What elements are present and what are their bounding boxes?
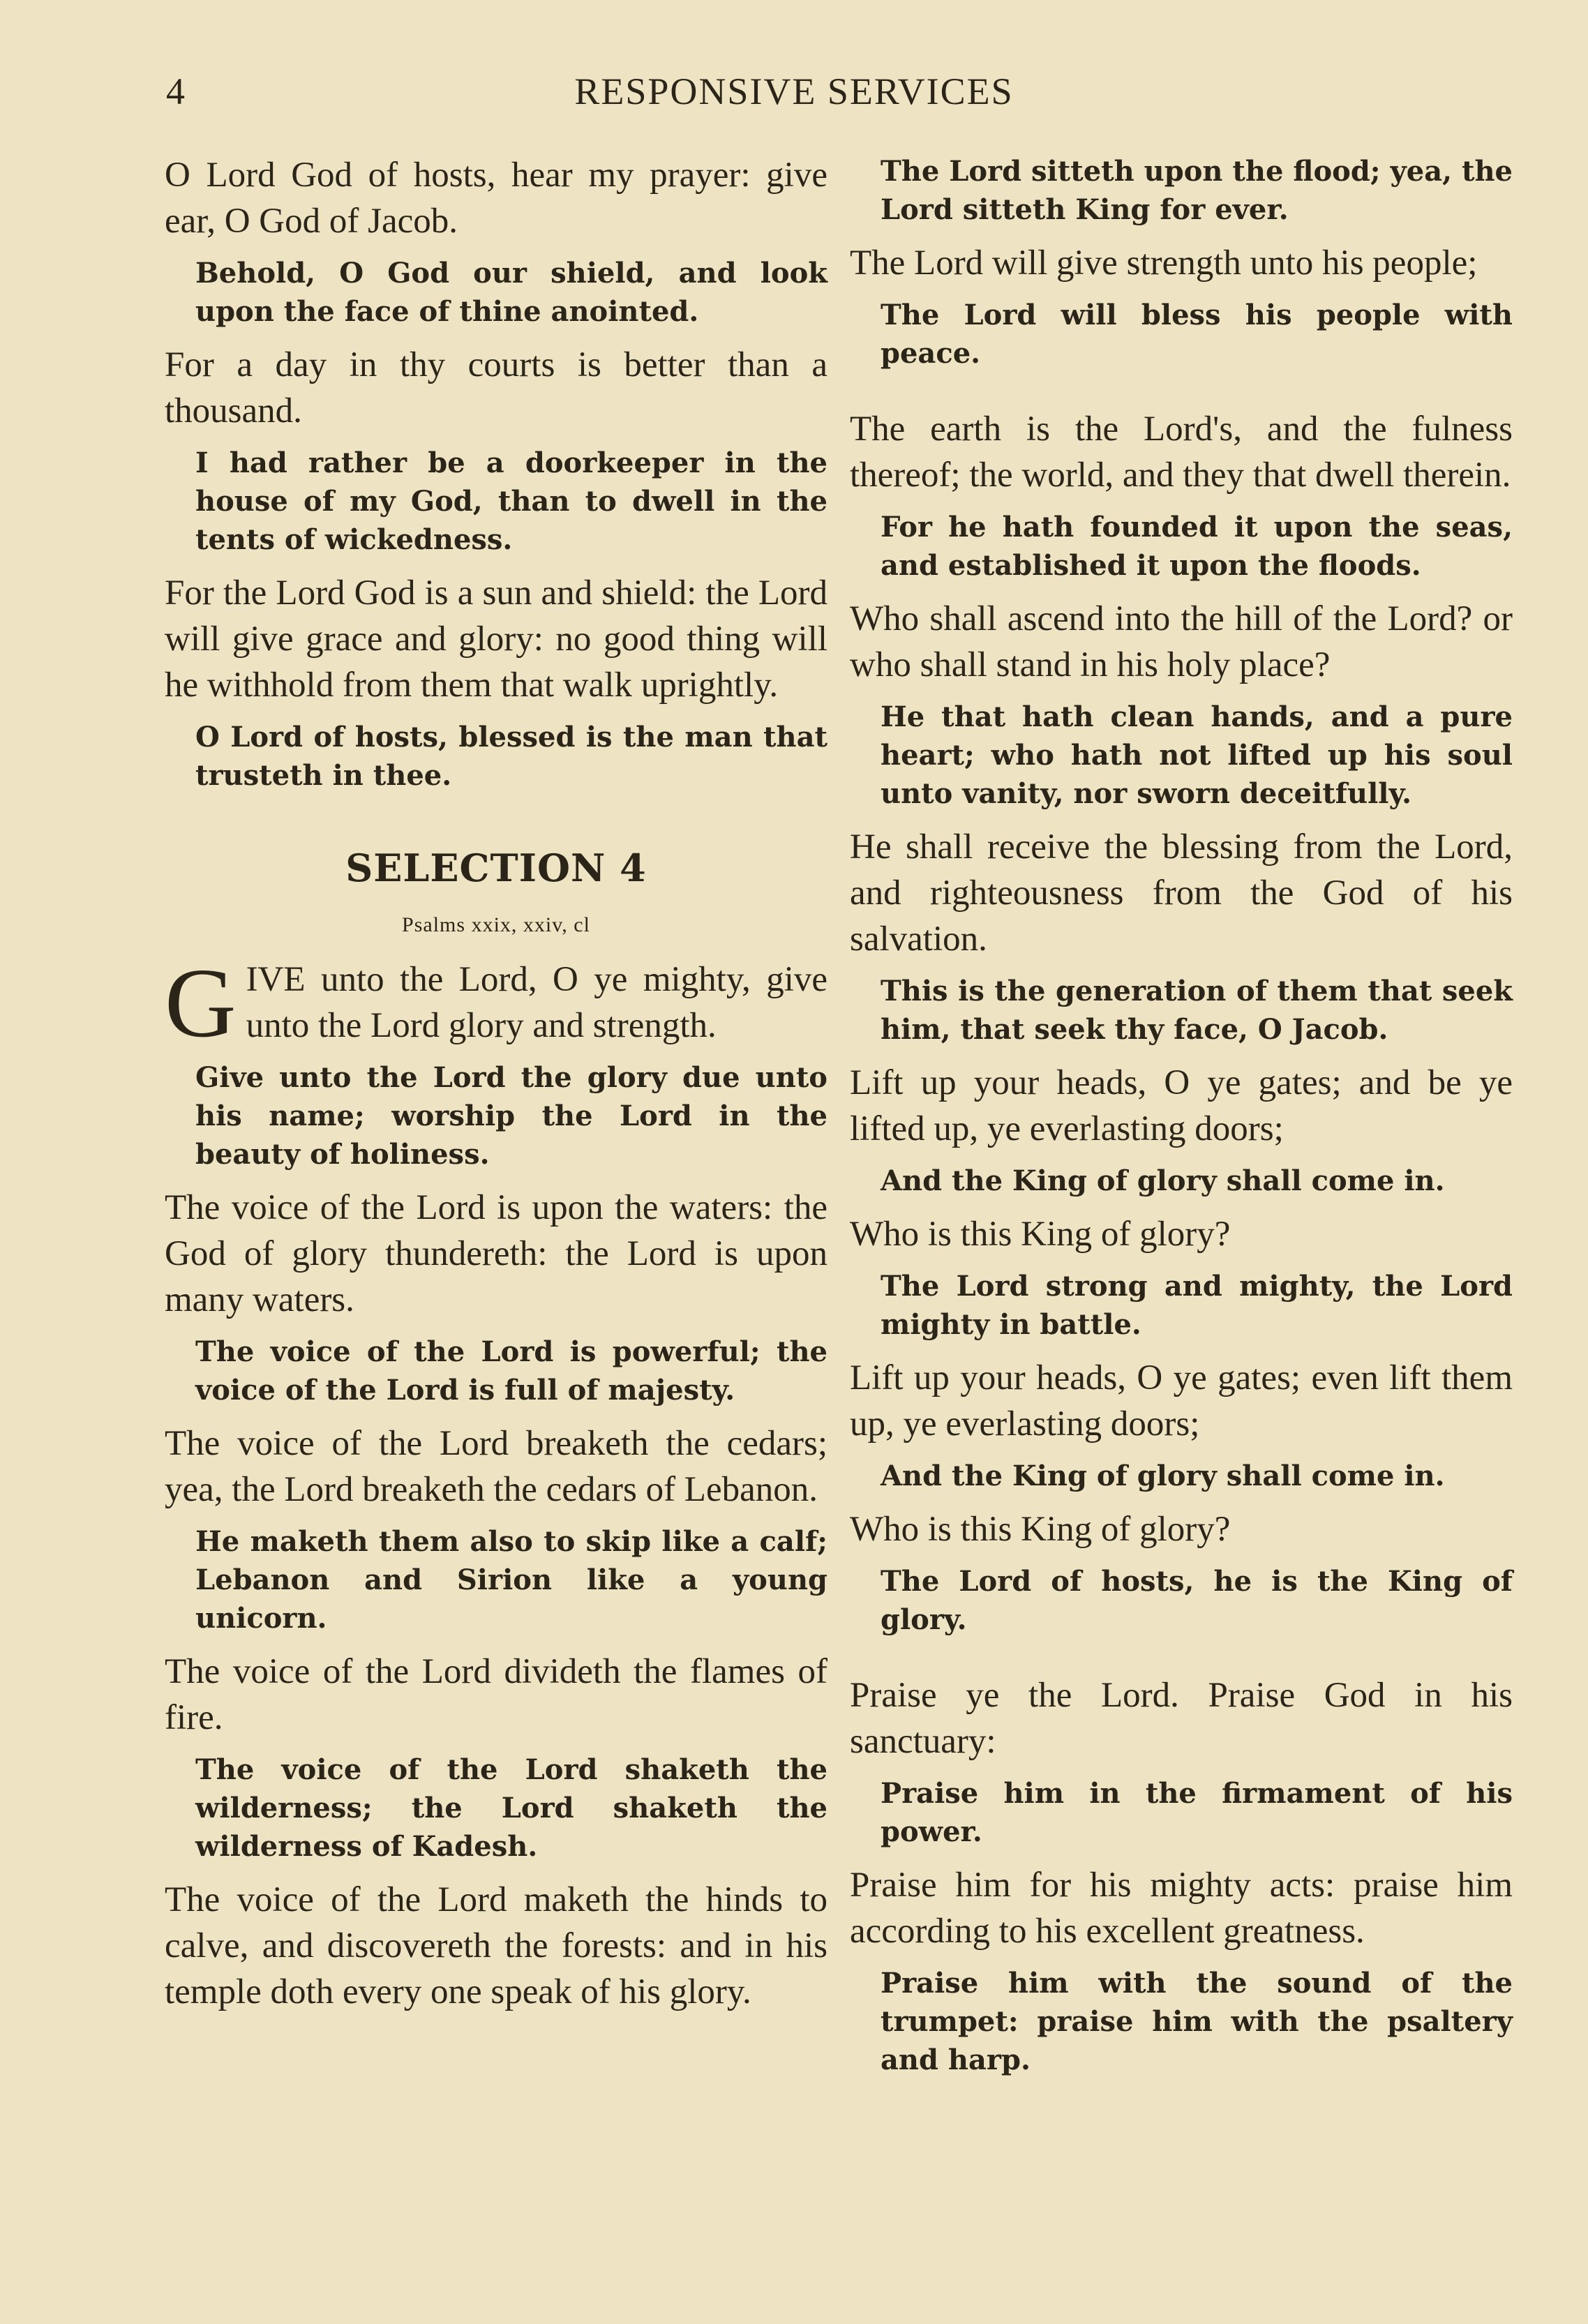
response: The Lord strong and mighty, the Lord mighty in battle. [881, 1270, 1513, 1341]
response: O Lord of hosts, blessed is the man that trusteth in thee. [195, 721, 827, 792]
verse: The earth is the Lord's, and the fulness thereof; the world, and they that dwell therein. [850, 410, 1513, 495]
response: The voice of the Lord is powerful; the voice of the Lord is full of majesty. [195, 1335, 827, 1407]
selection-reference: Psalms xxix, xxiv, cl [402, 913, 590, 936]
verse: The Lord will give strength unto his people; [850, 243, 1478, 283]
response: And the King of glory shall come in. [881, 1164, 1445, 1197]
verse: The voice of the Lord divideth the flames of fire. [165, 1652, 827, 1737]
response: Behold, O God our shield, and look upon the face of thine anointed. [195, 257, 827, 328]
verse-text: IVE unto the Lord, O ye mighty, give unto the Lord glory and strength. [246, 960, 827, 1045]
verse: The voice of the Lord maketh the hinds to calve, and discovereth the forests: and in his temple doth every one speak of his glory. [165, 1880, 827, 2011]
response: This is the generation of them that seek him, that seek thy face, O Jacob. [881, 975, 1513, 1046]
running-head: RESPONSIVE SERVICES [574, 70, 1014, 112]
response: And the King of glory shall come in. [881, 1460, 1445, 1492]
response: Give unto the Lord the glory due unto his name; worship the Lord in the beauty of holiness. [195, 1061, 827, 1171]
verse: Praise him for his mighty acts: praise him according to his excellent greatness. [850, 1866, 1513, 1951]
page-number: 4 [166, 70, 185, 112]
verse: Who is this King of glory? [850, 1510, 1231, 1549]
verse: Who is this King of glory? [850, 1215, 1231, 1254]
verse: O Lord God of hosts, hear my prayer: give ear, O God of Jacob. [165, 156, 827, 241]
left-column [165, 152, 827, 2025]
verse: Praise ye the Lord. Praise God in his sanctuary: [850, 1676, 1513, 1761]
response: The Lord will bless his people with peace. [881, 299, 1513, 370]
response: I had rather be a doorkeeper in the house of my God, than to dwell in the tents of wickedness. [195, 447, 827, 556]
verse-with-dropcap [165, 947, 827, 1058]
response: Praise him with the sound of the trumpet: praise him with the psaltery and harp. [881, 1967, 1513, 2076]
response: He maketh them also to skip like a calf; Lebanon and Sirion like a young unicorn. [195, 1525, 827, 1635]
verse: Who shall ascend into the hill of the Lord? or who shall stand in his holy place? [850, 599, 1513, 684]
verse: He shall receive the blessing from the Lord, and righteousness from the God of his salvation. [850, 827, 1513, 959]
drop-cap: G [165, 947, 237, 1058]
response: For he hath founded it upon the seas, and established it upon the floods. [881, 511, 1513, 582]
verse: The voice of the Lord breaketh the cedars; yea, the Lord breaketh the cedars of Lebanon. [165, 1424, 827, 1509]
verse: Lift up your heads, O ye gates; even lift them up, ye everlasting doors; [850, 1358, 1513, 1444]
selection-title: SELECTION 4 [345, 846, 647, 890]
verse: The voice of the Lord is upon the waters: the God of glory thundereth: the Lord is upon many waters. [165, 1188, 827, 1319]
response: Praise him in the firmament of his power. [881, 1777, 1513, 1848]
verse: Lift up your heads, O ye gates; and be ye lifted up, ye everlasting doors; [850, 1063, 1513, 1148]
right-column [850, 152, 1513, 2090]
response: The voice of the Lord shaketh the wilderness; the Lord shaketh the wilderness of Kadesh. [195, 1753, 827, 1863]
verse: For the Lord God is a sun and shield: the Lord will give grace and glory: no good thing will he withhold from them that walk uprightly. [165, 573, 827, 705]
response: The Lord sitteth upon the flood; yea, the Lord sitteth King for ever. [881, 155, 1513, 226]
response: He that hath clean hands, and a pure heart; who hath not lifted up his soul unto vanity, nor sworn deceitfully. [881, 700, 1513, 810]
response: The Lord of hosts, he is the King of glory. [881, 1565, 1513, 1636]
verse: For a day in thy courts is better than a thousand. [165, 345, 827, 430]
